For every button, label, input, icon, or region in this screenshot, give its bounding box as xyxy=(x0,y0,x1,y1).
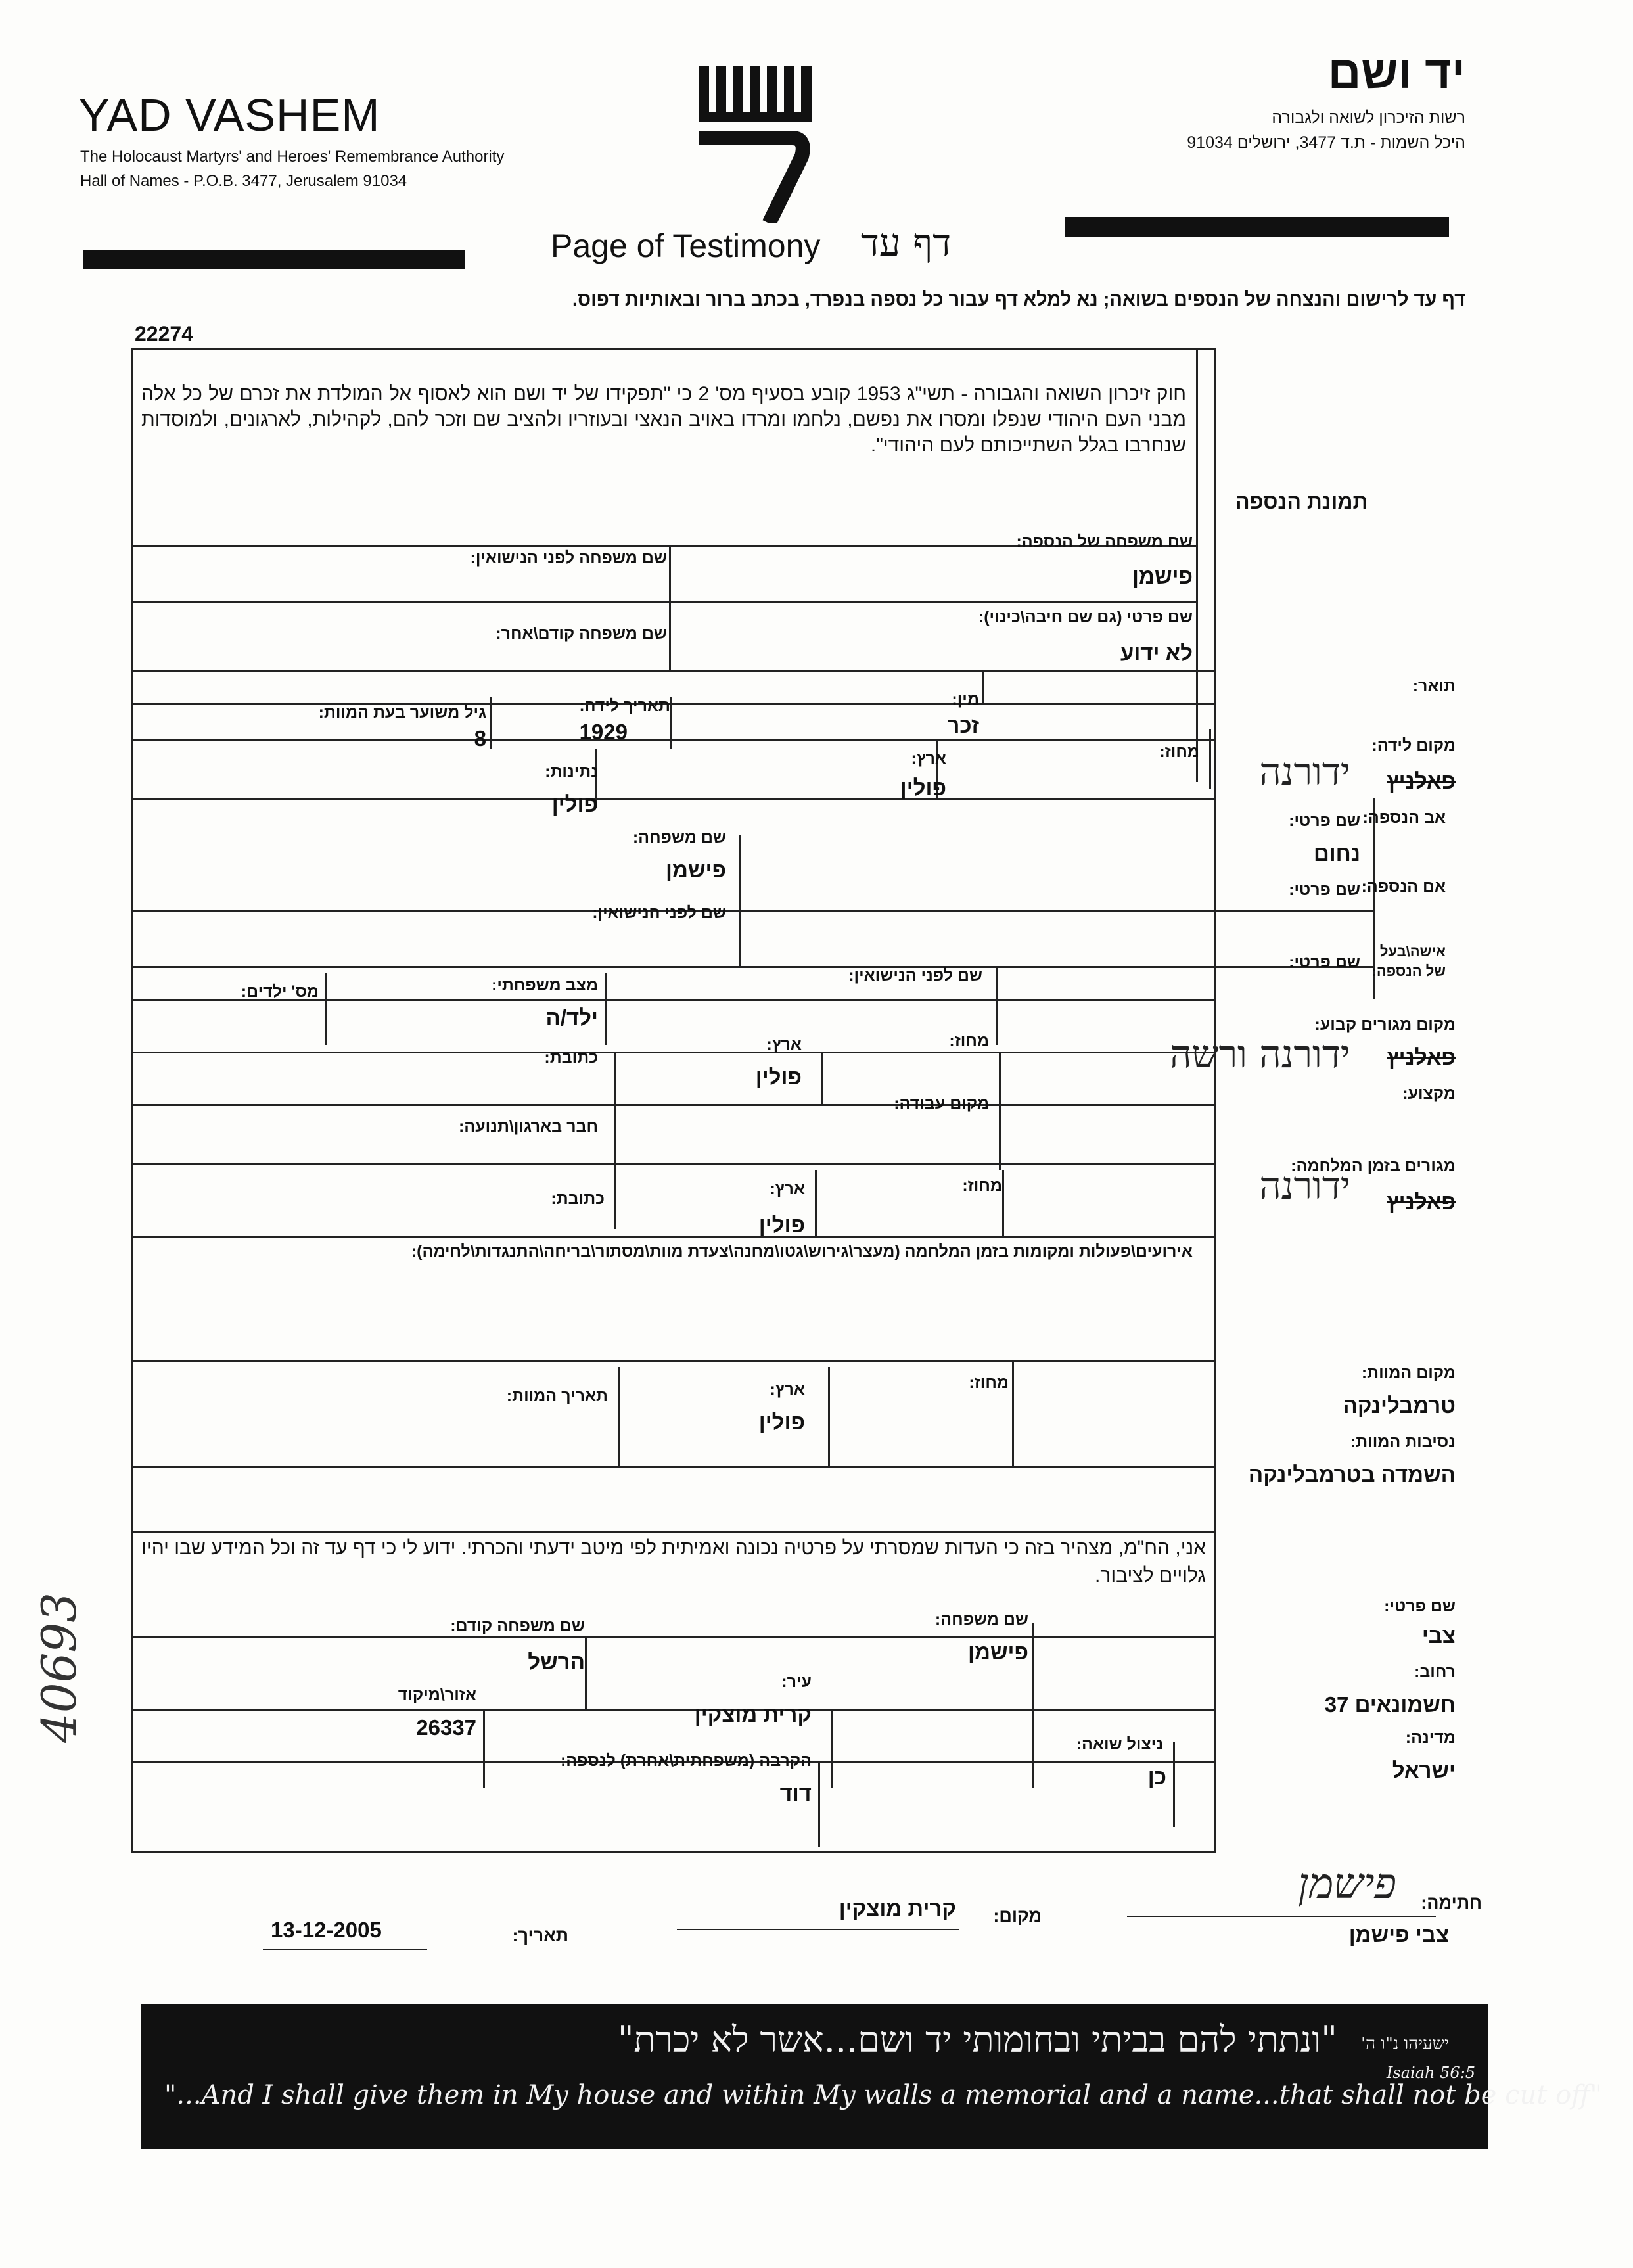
death-cause: השמדה בטרמבלינקה xyxy=(1248,1462,1456,1487)
victim-prev-surname-label: שם משפחה קודם\אחר: xyxy=(495,624,667,643)
date-line xyxy=(263,1949,427,1950)
submitter-city-label: עיר: xyxy=(781,1673,812,1691)
submitter-city: קרית מוצקין xyxy=(694,1702,812,1726)
place-line xyxy=(677,1929,959,1930)
submitter-survivor: כן xyxy=(1147,1765,1166,1789)
signature-date-label: תאריך: xyxy=(512,1926,568,1945)
submitter-surname-label: שם משפחה: xyxy=(934,1610,1028,1629)
spouse-label-line1: אישה\בעל xyxy=(1379,943,1446,960)
page-title-en: Page of Testimony xyxy=(551,227,821,264)
victim-nationality-label: נתינות: xyxy=(545,762,598,781)
victim-district-label: מחוז: xyxy=(1159,743,1199,761)
photo-label: תמונת הנספה xyxy=(1235,490,1368,513)
death-country: פולין xyxy=(758,1410,805,1434)
victim-title-label: תואר: xyxy=(1412,677,1456,695)
submitter-prev: הרשל xyxy=(528,1650,585,1674)
death-cause-label: נסיבות המוות: xyxy=(1350,1433,1456,1451)
instruction-he: דף עד לרישום והנצחה של הנספים בשואה; נא למלא דף עבור כל נספה בנפרד, בכתב ברור ובאותיות דפוס. xyxy=(572,289,1465,310)
residence-workplace-label: מקום עבודה: xyxy=(894,1094,989,1113)
wartime-country: פולין xyxy=(758,1213,805,1237)
victim-first-name: לא ידוע xyxy=(1120,641,1193,665)
testimony-form xyxy=(131,348,1216,1853)
authority-he: רשות הזיכרון לשואה ולגבורה xyxy=(1272,108,1465,127)
submitter-surname: פישמן xyxy=(968,1640,1028,1664)
signer-name: צבי פישמן xyxy=(1348,1922,1449,1947)
death-district-label: מחוז: xyxy=(969,1374,1009,1392)
victim-birthplace-label: מקום לידה: xyxy=(1371,736,1456,754)
law-text: חוק זיכרון השואה והגבורה - תשי"ג 1953 קובע בסעיף מס' 2 כי "תפקידו של יד ושם הוא לאסוף אל המולדת את זכרם של כל אלה מבני העם היהודי שנפלו ומסרו את נפשם, נלחמו ומרדו באויב הנאצי ובעוזריו ולהציב שם וזכר להם, לקהילות, לארגונים, ולמוסדות שנחרבו בגלל השתייכותם לעם היהודי". xyxy=(141,383,1187,456)
victim-country-label: ארץ: xyxy=(911,749,946,768)
footer-banner xyxy=(141,2004,1602,2149)
header-bar-right xyxy=(1065,217,1449,237)
signature-handwritten: פישמן xyxy=(1298,1860,1396,1909)
footer-ref-he: ישעיהו נ"ו ה' xyxy=(1360,2034,1449,2054)
submitter-street-label: רחוב: xyxy=(1414,1663,1456,1681)
page-title-he: דף עד xyxy=(861,220,952,265)
margin-number: 40693 xyxy=(32,1592,87,1743)
wartime-country-label: ארץ: xyxy=(770,1180,805,1198)
father-surname: פישמן xyxy=(666,858,726,882)
submitter-country-label: מדינה: xyxy=(1405,1728,1456,1747)
footer-quote-he: "ונתתי להם בביתי ובחומותי יד ושם...אשר לא יכרת" xyxy=(617,2019,1337,2060)
declaration: אני, הח"מ, מצהיר בזה כי העדות שמסרתי על פרטיה נכונה ואמיתית לפי מיטב ידעתי והכרתי. ידוע לי כי דף עד זה וכל המידע שבו יהיו גלויים לציבור. xyxy=(141,1537,1206,1586)
spouse-children-label: מס' ילדים: xyxy=(241,983,319,1001)
submitter-relation: דוד xyxy=(779,1781,812,1805)
residence-address-label: כתובת: xyxy=(544,1048,598,1067)
wartime-district-label: מחוז: xyxy=(962,1176,1002,1195)
mother-first-label: שם פרטי: xyxy=(1289,881,1360,899)
signature-place: קרית מוצקין xyxy=(839,1896,956,1920)
residence-country: פולין xyxy=(755,1065,802,1089)
death-date-label: תאריך המוות: xyxy=(506,1387,608,1405)
victim-surname-label: שם משפחה של הנספה: xyxy=(1016,532,1193,551)
submitter-zip-label: אזור\מיקוד xyxy=(398,1686,476,1704)
spouse-maiden-label: שם לפני הנישואין: xyxy=(848,966,982,984)
spouse-label-line2: של הנספה: xyxy=(1371,963,1446,979)
submitter-survivor-label: ניצול שואה: xyxy=(1076,1735,1163,1753)
address-he: היכל השמות - ת.ד 3477, ירושלים 91034 xyxy=(1187,133,1465,152)
victim-nationality: פולין xyxy=(551,792,598,816)
wartime-events-label: אירועים\פעולות ומקומות בזמן המלחמה (מעצר\גירוש\גטו\מחנה\צעדת מוות\מסתור\בריחה\התנגדות\לחימה): xyxy=(411,1242,1193,1261)
submitter-first-label: שם פרטי: xyxy=(1384,1597,1456,1615)
wartime-handwritten: ידורנה xyxy=(1259,1163,1350,1208)
spouse-marital-label: מצב משפחתי: xyxy=(492,976,598,994)
victim-gender: זכר xyxy=(947,713,979,737)
signature-line xyxy=(1127,1916,1436,1917)
org-name-en: YAD VASHEM xyxy=(79,89,380,141)
wartime-address-label: כתובת: xyxy=(551,1190,605,1208)
header xyxy=(0,0,1633,289)
wartime-typed: פאלניץ xyxy=(1387,1190,1456,1214)
footer-ref-en: Isaiah 56:5 xyxy=(1386,2064,1475,2082)
submitter-country: ישראל xyxy=(1392,1758,1456,1782)
residence-profession-label: מקצוע: xyxy=(1402,1084,1456,1103)
victim-birth-date-label: תאריך לידה: xyxy=(579,697,670,715)
spouse-marital: ילד/ה xyxy=(545,1006,598,1030)
victim-age-label: גיל משוער בעת המוות: xyxy=(318,703,486,722)
form-number: 22274 xyxy=(135,322,193,346)
father-surname-label: שם משפחה: xyxy=(632,828,726,846)
father-first-label: שם פרטי: xyxy=(1289,812,1360,830)
photo-box xyxy=(1203,358,1204,359)
org-name-he: יד ושם xyxy=(1327,47,1465,98)
residence-typed: פאלניץ xyxy=(1387,1045,1456,1069)
residence-handwritten: ידורנה ורשה xyxy=(1170,1032,1350,1076)
victim-birthplace-handwritten: ידורנה xyxy=(1259,749,1350,794)
victim-surname: פישמן xyxy=(1132,564,1193,588)
mother-label: אם הנספה: xyxy=(1361,877,1446,896)
death-place: טרמבלינקה xyxy=(1343,1393,1456,1418)
victim-country: פולין xyxy=(900,775,946,800)
residence-country-label: ארץ: xyxy=(766,1035,802,1053)
signature-label: חתימה: xyxy=(1421,1893,1482,1912)
father-label: אב הנספה: xyxy=(1362,808,1446,827)
victim-maiden-label: שם משפחה לפני הנישואין: xyxy=(470,549,667,567)
yad-vashem-logo-icon xyxy=(693,59,818,223)
submitter-prev-label: שם משפחה קודם: xyxy=(450,1617,585,1635)
submitter-relation-label: הקרבה (משפחתית\אחרת) לנספה: xyxy=(560,1751,812,1770)
death-place-label: מקום המוות: xyxy=(1361,1364,1456,1382)
death-country-label: ארץ: xyxy=(770,1380,805,1399)
mother-maiden-label: שם לפני הנישואין: xyxy=(592,904,726,922)
address-en: Hall of Names - P.O.B. 3477, Jerusalem 91034 xyxy=(80,172,407,190)
submitter-first: צבי xyxy=(1421,1623,1456,1648)
residence-district-label: מחוז: xyxy=(949,1032,989,1050)
authority-en: The Holocaust Martyrs' and Heroes' Remembrance Authority xyxy=(80,148,505,166)
residence-label: מקום מגורים קבוע: xyxy=(1314,1015,1456,1034)
signature-date: 13-12-2005 xyxy=(271,1918,382,1942)
father-first: נחום xyxy=(1313,841,1360,866)
residence-member-label: חבר בארגון\תנועה: xyxy=(458,1117,598,1136)
signature-place-label: מקום: xyxy=(993,1906,1042,1926)
submitter-zip: 26337 xyxy=(416,1715,476,1740)
header-bar-left xyxy=(83,250,465,269)
victim-first-name-label: שם פרטי (גם שם חיבה\כינוי): xyxy=(978,608,1193,626)
victim-gender-label: מין: xyxy=(952,690,979,708)
wartime-label: מגורים בזמן המלחמה: xyxy=(1291,1157,1456,1175)
footer-quote-en: "...And I shall give them in My house and within My walls a memorial and a name...that shall not be cut off" xyxy=(164,2080,1602,2110)
victim-age: 8 xyxy=(474,726,486,751)
submitter-street: חשמונאים 37 xyxy=(1324,1692,1456,1717)
victim-birthplace-typed: פאלניץ xyxy=(1387,769,1456,793)
victim-birth-date: 1929 xyxy=(579,720,628,744)
spouse-first-label: שם פרטי: xyxy=(1289,953,1360,971)
